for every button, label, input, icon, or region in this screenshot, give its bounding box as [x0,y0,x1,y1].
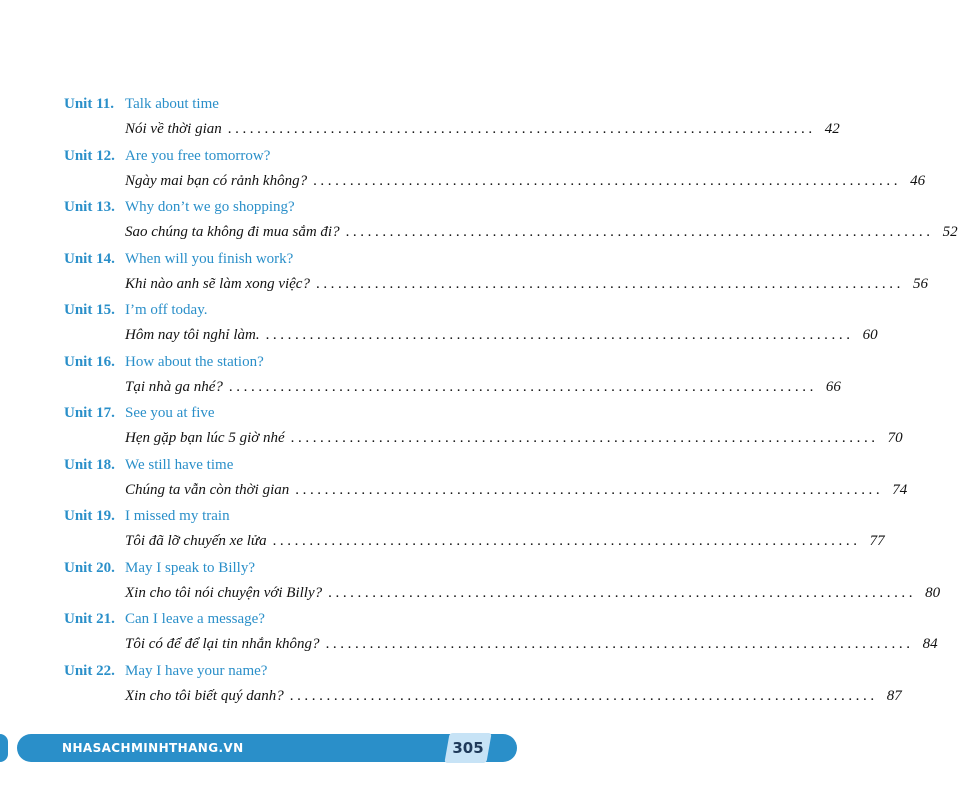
unit-title-vietnamese: Tôi có để để lại tin nhắn không? [125,636,320,652]
dot-leader: ................................................................................ [290,430,879,446]
dot-leader: ................................................................................ [295,481,884,498]
dot-leader: ................................................................................ [315,275,904,292]
footer-brand: NHASACHMINHTHANG.VN [62,741,244,755]
unit-title-english: See you at five [125,405,215,421]
toc-line [125,481,908,501]
toc-entry [0,301,878,353]
unit-title-vietnamese: Tôi đã lỡ chuyến xe lửa [125,533,267,549]
dot-leader: ................................................................................ [227,121,816,137]
dot-leader: ................................................................................ [325,636,914,652]
unit-label: Unit 13. [64,199,115,215]
unit-label: Unit 22. [64,662,115,679]
page-number: 70 [887,430,903,446]
unit-title-vietnamese: Sao chúng ta không đi mua sắm đi? [125,224,340,240]
page-number: 42 [824,121,840,137]
unit-title-english: I missed my train [125,508,230,524]
dot-leader: ................................................................................ [228,378,817,395]
toc-line [125,326,878,346]
page-number: 52 [942,224,958,240]
unit-title-vietnamese: Chúng ta vẫn còn thời gian [125,481,290,498]
page-number: 74 [892,481,908,498]
dot-leader: ................................................................................ [265,327,854,343]
unit-title-english: Are you free tomorrow? [125,147,271,164]
toc-line [125,172,926,192]
unit-label: Unit 14. [64,250,115,267]
toc-line [125,223,958,243]
toc-entry [0,507,885,559]
toc-line [125,532,885,552]
unit-title-english: May I speak to Billy? [125,559,255,576]
unit-title-vietnamese: Tại nhà ga nhé? [125,378,223,395]
unit-label: Unit 16. [64,353,115,370]
unit-label: Unit 20. [64,559,115,576]
page-number: 80 [925,584,941,601]
toc-line [125,584,941,604]
unit-label: Unit 12. [64,147,115,164]
dot-leader: ................................................................................ [328,584,917,601]
toc-entry [0,456,908,508]
unit-title-vietnamese: Xin cho tôi nói chuyện với Billy? [125,584,323,601]
toc-line [125,275,928,295]
toc-line [125,687,902,707]
toc-entry [0,662,902,714]
unit-label: Unit 21. [64,611,115,627]
toc-entry [0,610,938,662]
unit-label: Unit 19. [64,508,115,524]
unit-title-vietnamese: Ngày mai bạn có rảnh không? [125,172,308,189]
unit-label: Unit 18. [64,456,115,473]
unit-title-english: May I have your name? [125,662,268,679]
unit-title-vietnamese: Nói về thời gian [125,121,222,137]
unit-title-english: We still have time [125,456,234,473]
page-number: 84 [922,636,938,652]
dot-leader: ................................................................................ [313,172,902,189]
toc-entry [0,559,941,611]
unit-title-vietnamese: Hôm nay tôi nghỉ làm. [125,327,260,343]
toc-line [125,120,840,140]
footer-edge-tab [0,734,8,762]
unit-title-english: How about the station? [125,353,264,370]
toc-line [125,429,903,449]
page-number: 77 [869,533,885,549]
dot-leader: ................................................................................ [272,533,861,549]
toc-line [125,378,841,398]
dot-leader: ................................................................................ [345,224,934,240]
toc-entry [0,95,840,147]
toc-entry [0,198,958,250]
page-number: 87 [886,687,902,704]
unit-label: Unit 17. [64,405,115,421]
unit-title-english: I’m off today. [125,302,208,318]
page-number: 66 [825,378,841,395]
page-number: 46 [910,172,926,189]
unit-title-english: Talk about time [125,96,219,112]
unit-title-english: Can I leave a message? [125,611,265,627]
toc-line [125,635,938,655]
unit-title-vietnamese: Khi nào anh sẽ làm xong việc? [125,275,310,292]
footer-page-number: 305 [452,739,484,757]
toc-entry [0,250,928,302]
unit-label: Unit 11. [64,96,115,112]
dot-leader: ................................................................................ [289,687,878,704]
page-number: 60 [862,327,878,343]
unit-title-english: Why don’t we go shopping? [125,199,295,215]
toc-entry [0,353,841,405]
unit-title-vietnamese: Hẹn gặp bạn lúc 5 giờ nhé [125,430,285,446]
unit-title-english: When will you finish work? [125,250,294,267]
toc-entry [0,147,926,199]
toc-entry [0,404,903,456]
unit-label: Unit 15. [64,302,115,318]
unit-title-vietnamese: Xin cho tôi biết quý danh? [125,687,284,704]
page-number: 56 [912,275,928,292]
